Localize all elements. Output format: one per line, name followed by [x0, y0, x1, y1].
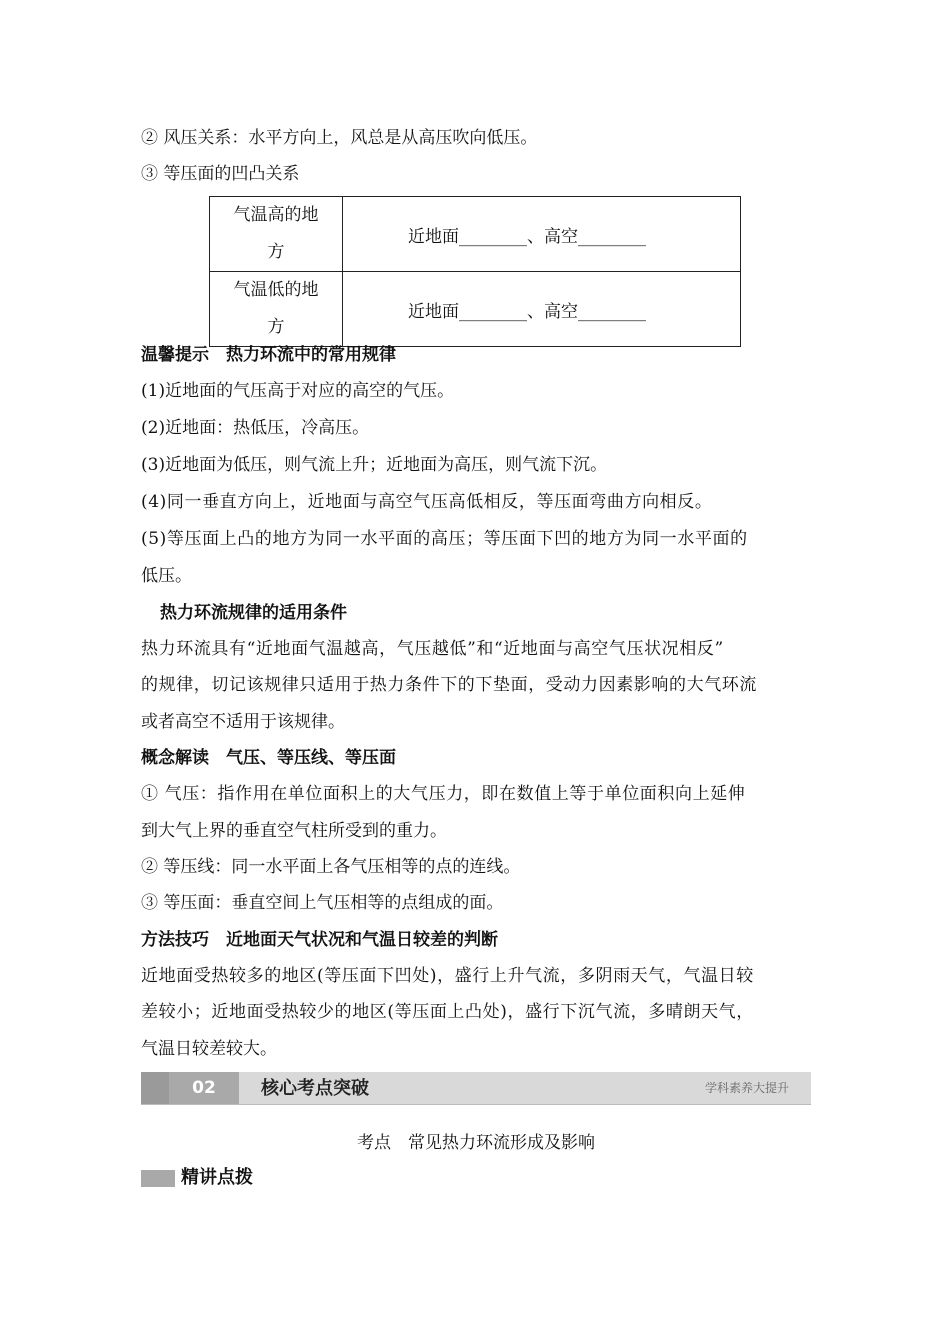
isobaric-surface-line: ③ 等压面的凹凸关系 [141, 164, 300, 184]
tip-item: (3)近地面为低压，则气流上升；近地面为高压，则气流下沉。 [141, 455, 608, 475]
tip-item: 低压。 [141, 566, 192, 586]
method-heading: 方法技巧 近地面天气状况和气温日较差的判断 [141, 930, 498, 950]
table-cell-value: 近地面________、高空________ [343, 272, 741, 347]
conditions-line: 热力环流具有“近地面气温越高，气压越低”和“近地面与高空气压状况相反” [141, 639, 724, 659]
banner-divider [141, 1104, 811, 1105]
table-row [210, 197, 741, 272]
tip-item: (2)近地面：热低压，冷高压。 [141, 418, 370, 438]
conditions-heading: 热力环流规律的适用条件 [160, 603, 347, 623]
section-title: 考点 常见热力环流形成及影响 [357, 1133, 595, 1153]
method-line: 差较小；近地面受热较少的地区(等压面上凸处)，盛行下沉气流，多晴朗天气， [141, 1002, 754, 1022]
concept-line: ② 等压线：同一水平面上各气压相等的点的连线。 [141, 857, 521, 877]
method-line: 近地面受热较多的地区(等压面下凹处)，盛行上升气流，多阴雨天气，气温日较 [141, 966, 754, 986]
tip-item: (5)等压面上凸的地方为同一水平面的高压；等压面下凹的地方为同一水平面的 [141, 529, 748, 549]
subsection-title: 精讲点拨 [181, 1167, 253, 1188]
table-row [210, 272, 741, 347]
tip-item: (4)同一垂直方向上，近地面与高空气压高低相反，等压面弯曲方向相反。 [141, 492, 713, 512]
method-line: 气温日较差较大。 [141, 1039, 277, 1059]
concept-line: 到大气上界的垂直空气柱所受到的重力。 [141, 821, 447, 841]
subsection-marker [141, 1170, 175, 1187]
wind-pressure-line: ② 风压关系：水平方向上，风总是从高压吹向低压。 [141, 128, 538, 148]
banner-title: 核心考点突破 [261, 1078, 369, 1099]
banner-accent [141, 1072, 169, 1105]
concept-line: ① 气压：指作用在单位面积上的大气压力，即在数值上等于单位面积向上延伸 [141, 784, 746, 804]
conditions-line: 的规律，切记该规律只适用于热力条件下的下垫面，受动力因素影响的大气环流 [141, 675, 757, 695]
section-banner [141, 1072, 811, 1105]
table-cell-label: 气温高的地方 [210, 197, 343, 272]
tip-item: (1)近地面的气压高于对应的高空的气压。 [141, 381, 455, 401]
banner-number: 02 [169, 1072, 239, 1105]
banner-subtitle: 学科素养大提升 [704, 1081, 789, 1095]
table-cell-label: 气温低的地方 [210, 272, 343, 347]
concept-heading: 概念解读 气压、等压线、等压面 [141, 748, 396, 768]
table-cell-value: 近地面________、高空________ [343, 197, 741, 272]
concept-line: ③ 等压面：垂直空间上气压相等的点组成的面。 [141, 893, 504, 913]
tip-heading: 温馨提示 热力环流中的常用规律 [141, 345, 396, 365]
conditions-line: 或者高空不适用于该规律。 [141, 712, 345, 732]
isobaric-surface-table [209, 196, 741, 347]
